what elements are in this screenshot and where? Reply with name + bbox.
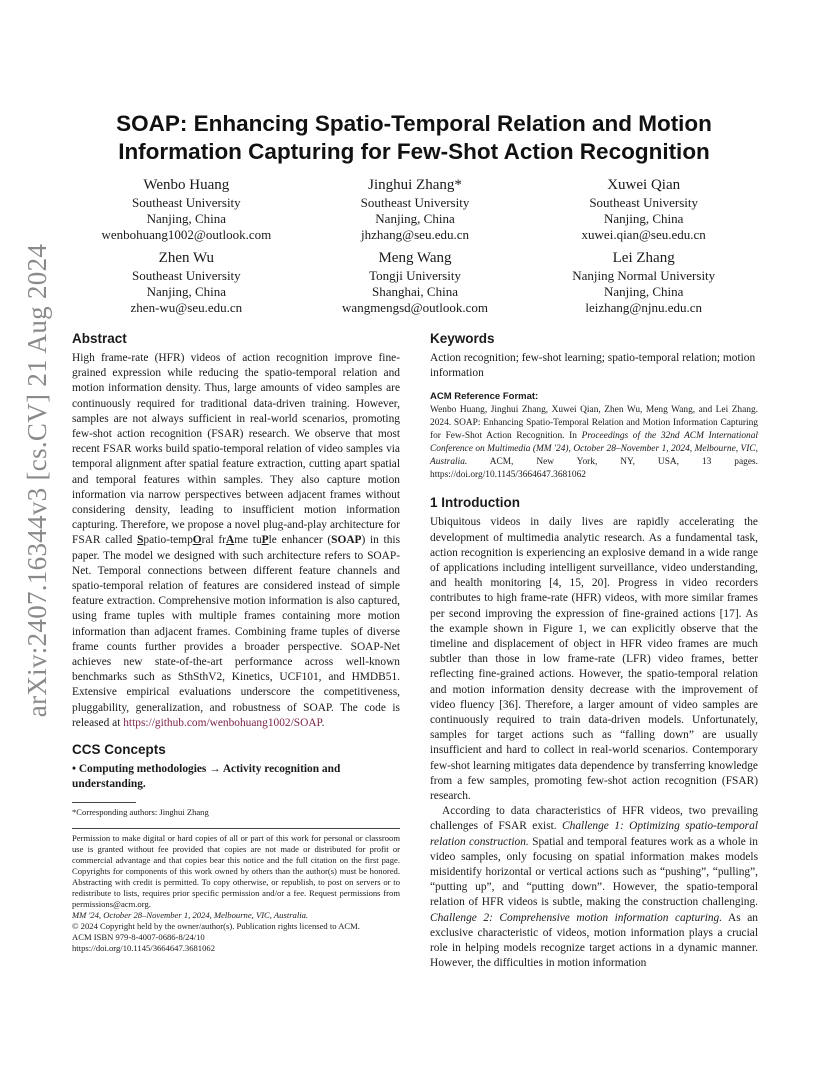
doi-line[interactable]: https://doi.org/10.1145/3664647.3681062 <box>72 943 215 954</box>
introduction-heading: 1 Introduction <box>430 495 520 511</box>
author-location: Nanjing, China <box>146 284 227 299</box>
ccs-item: • Computing methodologies → Activity recognition and understanding. <box>72 763 341 791</box>
author-affiliation: Tongji University <box>369 268 461 283</box>
footnote: *Corresponding authors: Jinghui Zhang <box>72 807 209 818</box>
author-affiliation: Southeast University <box>589 195 699 210</box>
author-card <box>529 176 758 243</box>
abstract-text: High frame-rate (HFR) videos of action recognition improve fine-grained expression while reducing the spatio-temporal relation and motion information density. Thus, large amounts of video samples are continuously required for traditional data-driven training. However, samples are not always sufficient in real-world scenarios, promoting few-shot action recognition (FSAR) research. We observe that most recent FSAR works build spatio-temporal relation of video samples via temporal alignment after spatial feature extraction, cutting apart spatial and temporal features within samples. They also capture motion information via narrow perspectives between adjacent frames without considering density, leading to insufficient motion information capturing. Therefore, we propose a novel plug-and-play architecture for FSAR called Spatio-tempOral frAme tuPle enhancer (SOAP) in this paper. The model we designed with such architecture refers to SOAP-Net. Temporal connections between different feature channels and spatio-temporal relation of features are considered instead of simple feature extraction. Comprehensive motion information is also captured, using frame tuples with multiple frames containing more motion information than adjacent frames. Combining frame tuples of diverse frame counts further provides a broader perspective. SOAP-Net achieves new state-of-the-art performance across well-known benchmarks such as SthSthV2, Kinetics, UCF101, and HMDB51. Extensive empirical evaluations underscore the competitiveness, pluggability, generalization, and robustness of SOAP. The code is released at https://github.com/wenbohuang1002/SOAP. <box>72 352 401 729</box>
author-block <box>72 176 758 322</box>
author-location: Nanjing, China <box>146 211 227 226</box>
intro-paragraph-2: According to data characteristics of HFR videos, two prevailing challenges of FSAR exist. Challenge 1: Optimizing spatio-temporal relation construction. Spatial and temporal features work as a whole in video samples, only focusing on spatial information makes models misidentify horizontal or vertical actions such as “pushing”, “pulling”, “putting up”, and “putting down”. However, the spatio-temporal relation of HFR videos is subtle, making the construction challenging. Challenge 2: Comprehensive motion information capturing. As an exclusive characteristic of videos, motion information plays a crucial role in helping models recognize target actions in a dynamic manner. However, the difficulties in motion information <box>430 805 759 970</box>
author-location: Nanjing, China <box>375 211 455 226</box>
author-email[interactable]: leizhang@njnu.edu.cn <box>585 300 703 315</box>
author-card <box>72 249 301 316</box>
author-row-1 <box>72 176 758 243</box>
arxiv-id: arXiv:2407.16344v3 [cs.CV] 21 Aug 2024 <box>22 243 53 717</box>
keywords-heading: Keywords <box>430 331 495 346</box>
title-line-2: Information Capturing for Few-Shot Action Recognition <box>118 139 710 164</box>
author-name: Zhen Wu <box>158 250 215 266</box>
author-name: Jinghui Zhang* <box>368 177 462 193</box>
author-name: Meng Wang <box>378 250 452 266</box>
author-location: Nanjing, China <box>603 284 684 299</box>
permission-text: Permission to make digital or hard copies of all or part of this work for personal or classroom use is granted without fee provided that copies are not made or distributed for profit or commercial advantage and that copies bear this notice and the full citation on the first page. Copyrights for components of this work owned by others than the author(s) must be honored. Abstracting with credit is permitted. To copy otherwise, or republish, to post on servers or to redistribute to lists, requires prior specific permission and/or a fee. Request permissions from permissions@acm.org. <box>72 833 400 910</box>
author-email[interactable]: wenbohuang1002@outlook.com <box>101 227 272 242</box>
reference-heading: ACM Reference Format: <box>430 391 539 403</box>
arxiv-watermark <box>14 243 62 717</box>
author-email[interactable]: jhzhang@seu.edu.cn <box>361 227 469 242</box>
title-line-1: SOAP: Enhancing Spatio-Temporal Relation and Motion <box>116 111 712 136</box>
author-location: Shanghai, China <box>372 284 458 299</box>
author-row-2 <box>72 249 758 316</box>
author-name: Xuwei Qian <box>607 177 681 193</box>
keywords-text: Action recognition; few-shot learning; spatio-temporal relation; motion information <box>430 352 756 380</box>
code-link[interactable]: https://github.com/wenbohuang1002/SOAP <box>123 716 322 729</box>
copyright-line: © 2024 Copyright held by the owner/author(s). Publication rights licensed to ACM. <box>72 921 360 932</box>
permission-divider <box>72 828 400 829</box>
left-column <box>72 330 400 954</box>
author-email[interactable]: wangmengsd@outlook.com <box>342 300 488 315</box>
author-card <box>529 249 758 316</box>
reference-text: Wenbo Huang, Jinghui Zhang, Xuwei Qian, Zhen Wu, Meng Wang, and Lei Zhang. 2024. SOAP: Enhancing Spatio-Temporal Relation and Motion Information Capturing for Few-Shot Action Recognition. In Proceedings of the 32nd ACM International Conference on Multimedia (MM '24), October 28–November 1, 2024, Melbourne, VIC, Australia. ACM, New York, NY, USA, 13 pages. https://doi.org/10.1145/3664647.3681062 <box>430 405 759 481</box>
author-location: Nanjing, China <box>603 211 684 226</box>
abstract-heading: Abstract <box>72 331 127 346</box>
author-card <box>301 176 530 243</box>
author-affiliation: Southeast University <box>131 195 241 210</box>
ccs-heading: CCS Concepts <box>72 742 166 758</box>
author-email[interactable]: xuwei.qian@seu.edu.cn <box>581 227 706 242</box>
author-email[interactable]: zhen-wu@seu.edu.cn <box>130 300 243 315</box>
author-affiliation: Nanjing Normal University <box>572 268 716 283</box>
author-affiliation: Southeast University <box>360 195 470 210</box>
footnote-divider <box>72 802 136 803</box>
author-card <box>301 249 530 316</box>
author-card <box>72 176 301 243</box>
author-affiliation: Southeast University <box>131 268 241 283</box>
author-name: Lei Zhang <box>612 250 675 266</box>
conference-line: MM '24, October 28–November 1, 2024, Melbourne, VIC, Australia. <box>72 910 309 921</box>
author-name: Wenbo Huang <box>143 177 230 193</box>
isbn-line: ACM ISBN 979-8-4007-0686-8/24/10 <box>72 932 205 943</box>
paper-title <box>90 110 738 166</box>
intro-paragraph-1: Ubiquitous videos in daily lives are rapidly accelerating the development of multimedia analytic research. As a fundamental task, action recognition is experiencing an explosive demand in a wide range of applications including intelligent surveillance, video understanding, and health monitoring [4, 15, 20]. Progress in video recorders contributes to high frame-rate (HFR) videos, with more similar frames per second improving the expression of fine-grained actions [17]. As the example shown in Figure 1, we can explicitly observe that the timeline and displacement of object in HFR video frames are much subtler than those in low frame-rate (LFR) video frames, better reflecting fine-grained actions. However, the spatio-temporal relation and motion information density decrease with the improvement of video fluency [36]. Therefore, a larger amount of video samples are continuously required to train data-driven models. Unfortunately, samples for target actions such as “falling down” are usually insufficient and hard to collect in real-world scenarios. Contemporary few-shot learning mitigates data dependence by transferring knowledge from a few samples, promoting few-shot action recognition (FSAR) research. <box>430 516 758 803</box>
right-column <box>430 330 758 972</box>
